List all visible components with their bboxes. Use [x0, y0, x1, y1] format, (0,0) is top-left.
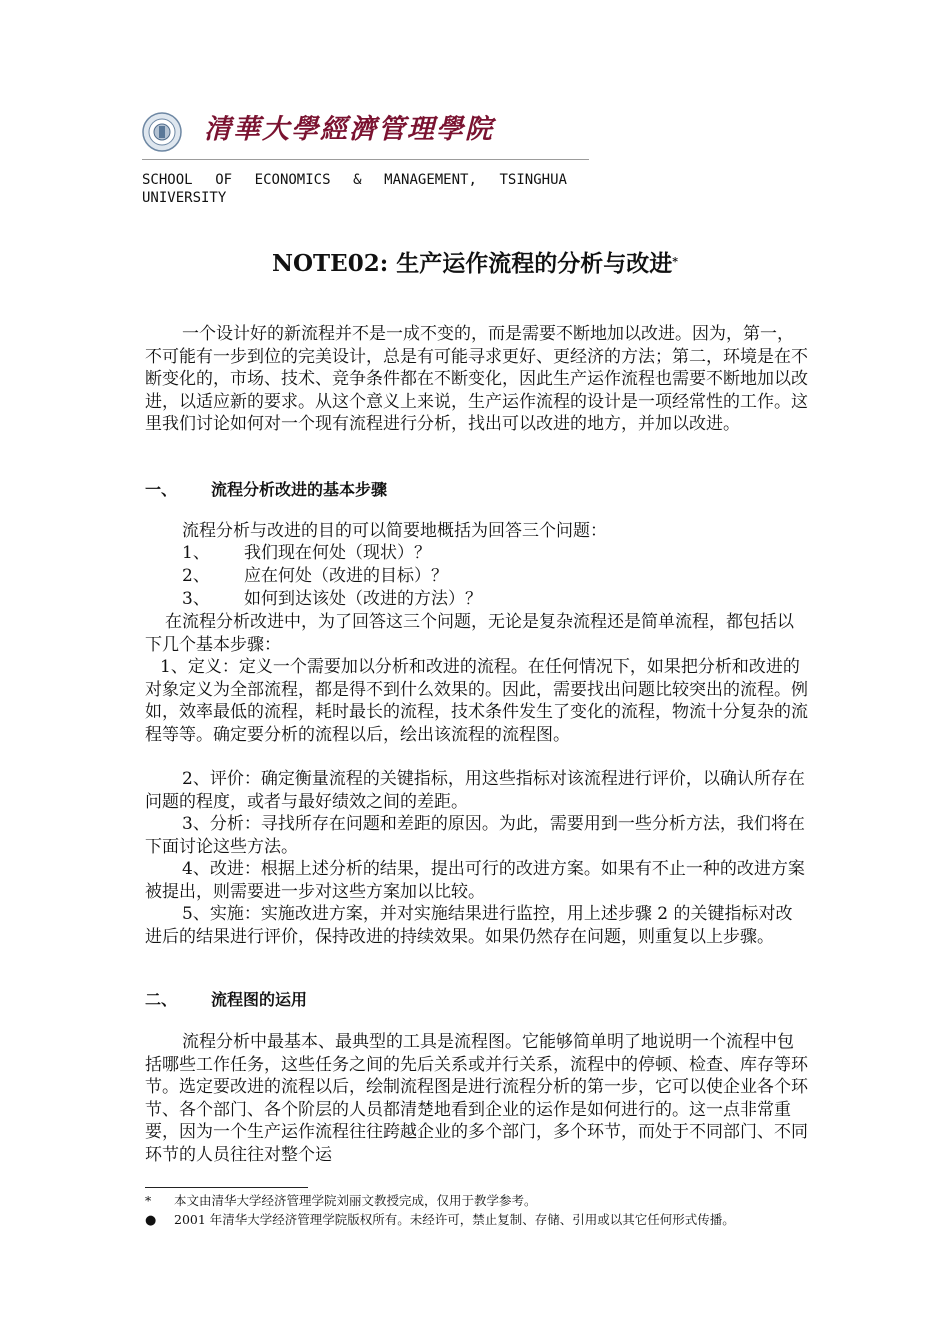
- step-paragraph: 2、评价：确定衡量流程的关键指标，用这些指标对该流程进行评价，以确认所存在问题的程度，或者与最好绩效之间的差距。: [145, 769, 805, 812]
- step-paragraph: 4、改进：根据上述分析的结果，提出可行的改进方案。如果有不止一种的改进方案被提出，则需要进一步对这些方案加以比较。: [145, 859, 805, 902]
- title-footnote-mark: *: [672, 255, 678, 268]
- question-item: [182, 588, 482, 611]
- question-item: [182, 542, 431, 565]
- footnote-mark: *: [145, 1193, 152, 1208]
- step-paragraph: 3、分析：寻找所存在问题和差距的原因。为此，需要用到一些分析方法，我们将在下面讨论这些方法。: [145, 814, 805, 857]
- footnote-bullet: ●: [145, 1213, 157, 1228]
- section-heading-2: [145, 989, 307, 1011]
- school-word: TSINGHUA: [499, 172, 567, 188]
- step-paragraph: 1、定义：定义一个需要加以分析和改进的流程。在任何情况下，如果把分析和改进的对象定义为全部流程，都是得不到什么效果的。因此，需要找出问题比较突出的流程。例如，效率最低的流程，耗时最长的流程，技术条件发生了变化的流程，物流十分复杂的流程等等。确定要分析的流程以后，绘出该流程的流程图。: [145, 657, 808, 745]
- intro-paragraph: 一个设计好的新流程并不是一成不变的，而是需要不断地加以改进。因为，第一，不可能有一步到位的完美设计，总是有可能寻求更好、更经济的方法；第二，环境是在不断变化的，市场、技术、竞争条件都在不断变化，因此生产运作流程也需要不断地加以改进，以适应新的要求。从这个意义上来说，生产运作流程的设计是一项经常性的工作。这里我们讨论如何对一个现有流程进行分析，找出可以改进的地方，并加以改进。: [145, 324, 808, 434]
- school-word: ECONOMICS: [254, 172, 331, 188]
- title-text: NOTE02: 生产运作流程的分析与改进: [272, 250, 673, 277]
- school-word: SCHOOL: [142, 172, 193, 188]
- footnote-text: 本文由清华大学经济管理学院刘丽文教授完成，仅用于教学参考。: [174, 1193, 537, 1208]
- school-word: MANAGEMENT,: [384, 172, 477, 188]
- school-word: &: [353, 172, 362, 188]
- section-heading-1: [145, 479, 387, 501]
- footnote: [145, 1192, 537, 1209]
- question-item: [182, 565, 448, 588]
- section-number: 一、: [145, 480, 178, 499]
- school-name-line1: [142, 171, 567, 189]
- question-text: 应在何处（改进的目标）？: [244, 566, 448, 586]
- footnote-text: 2001 年清华大学经济管理学院版权所有。未经许可，禁止复制、存储、引用或以其它任何形式传播。: [174, 1212, 735, 1227]
- question-number: 1、: [182, 543, 210, 563]
- page-title: [0, 246, 950, 282]
- section-number: 二、: [145, 990, 178, 1009]
- section-title: 流程分析改进的基本步骤: [211, 480, 388, 499]
- school-word: OF: [215, 172, 233, 188]
- question-number: 3、: [182, 589, 210, 609]
- question-text: 如何到达该处（改进的方法）？: [244, 589, 482, 609]
- step-paragraph: 5、实施：实施改进方案，并对实施结果进行监控，用上述步骤 2 的关键指标对改进后的结果进行评价，保持改进的持续效果。如果仍然存在问题，则重复以上步骤。: [145, 904, 793, 947]
- school-name-line2: UNIVERSITY: [142, 190, 227, 206]
- section1-transition: 在流程分析改进中，为了回答这三个问题，无论是复杂流程还是简单流程，都包括以下几个基本步骤：: [145, 612, 794, 655]
- footnote: [145, 1211, 735, 1229]
- question-text: 我们现在何处（现状）？: [244, 543, 431, 563]
- university-seal-icon: [142, 112, 182, 152]
- header-rule: [142, 159, 589, 160]
- section2-paragraph: 流程分析中最基本、最典型的工具是流程图。它能够简单明了地说明一个流程中包括哪些工作任务，这些任务之间的先后关系或并行关系，流程中的停顿、检查、库存等环节。选定要改进的流程以后，绘制流程图是进行流程分析的第一步，它可以使企业各个环节、各个部门、各个阶层的人员都清楚地看到企业的运作是如何进行的。这一点非常重要，因为一个生产运作流程往往跨越企业的多个部门，多个环节，而处于不同部门、不同环节的人员往往对整个运: [145, 1032, 808, 1165]
- footnote-rule: [145, 1187, 308, 1188]
- section1-lead: 流程分析与改进的目的可以简要地概括为回答三个问题：: [182, 521, 607, 541]
- school-logo-text: 清華大學經濟管理學院: [204, 114, 494, 145]
- question-number: 2、: [182, 566, 210, 586]
- section-title: 流程图的运用: [211, 990, 308, 1009]
